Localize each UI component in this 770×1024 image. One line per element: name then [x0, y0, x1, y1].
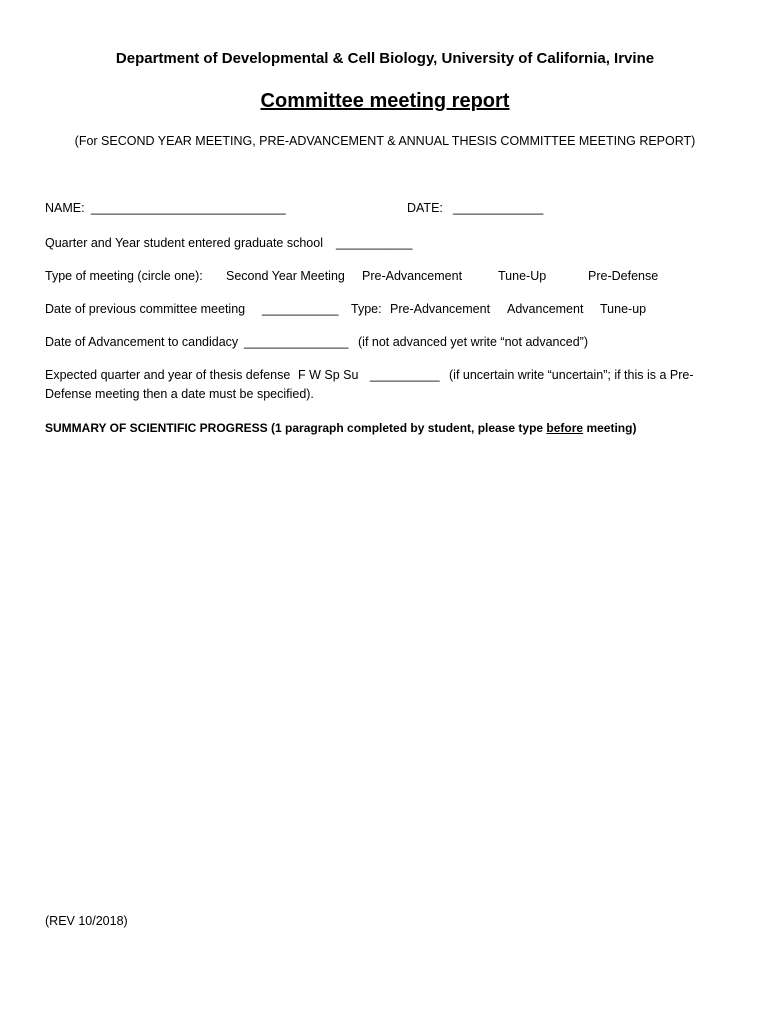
date-field[interactable]: _____________ [453, 201, 544, 215]
meeting-type-option-tune-up[interactable]: Tune-Up [498, 269, 547, 283]
page-subtitle: (For SECOND YEAR MEETING, PRE-ADVANCEMENT & ANNUAL THESIS COMMITTEE MEETING REPORT) [74, 134, 696, 148]
defense-field[interactable]: __________ [370, 368, 440, 382]
meeting-type-option-second-year[interactable]: Second Year Meeting [226, 269, 345, 283]
quarter-entered-label: Quarter and Year student entered graduate school [45, 236, 323, 250]
date-label: DATE: [407, 201, 443, 215]
name-label: NAME: [45, 201, 85, 215]
summary-heading-emphasis: before [546, 421, 584, 435]
page-title: Committee meeting report [260, 90, 510, 112]
meeting-type-option-pre-advancement[interactable]: Pre-Advancement [362, 269, 463, 283]
name-field[interactable]: ____________________________ [91, 201, 286, 215]
summary-heading-suffix: meeting) [583, 421, 637, 435]
defense-label: Expected quarter and year of thesis defense [45, 368, 291, 382]
summary-heading [45, 420, 636, 436]
quarter-entered-field[interactable]: ___________ [336, 236, 413, 250]
department-heading: Department of Developmental & Cell Biology, University of California, Irvine [115, 50, 655, 67]
previous-type-option-pre-advancement[interactable]: Pre-Advancement [390, 302, 491, 316]
previous-type-option-tune-up[interactable]: Tune-up [600, 302, 647, 316]
defense-note-line2: Defense meeting then a date must be specified). [45, 387, 314, 401]
meeting-type-label: Type of meeting (circle one): [45, 269, 203, 283]
advancement-label: Date of Advancement to candidacy [45, 335, 239, 349]
defense-quarter-options[interactable]: F W Sp Su [298, 368, 359, 382]
advancement-note: (if not advanced yet write “not advanced”) [358, 335, 588, 349]
revision-footer: (REV 10/2018) [45, 914, 128, 928]
meeting-type-option-pre-defense[interactable]: Pre-Defense [588, 269, 659, 283]
previous-type-option-advancement[interactable]: Advancement [507, 302, 584, 316]
previous-meeting-field[interactable]: ___________ [262, 302, 339, 316]
previous-type-label: Type: [351, 302, 382, 316]
summary-heading-prefix: SUMMARY OF SCIENTIFIC PROGRESS (1 paragraph completed by student, please type [45, 421, 547, 435]
summary-text-area[interactable] [45, 445, 725, 895]
defense-note-line1: (if uncertain write “uncertain”; if this is a Pre- [449, 368, 694, 382]
previous-meeting-label: Date of previous committee meeting [45, 302, 246, 316]
advancement-field[interactable]: _______________ [244, 335, 349, 349]
